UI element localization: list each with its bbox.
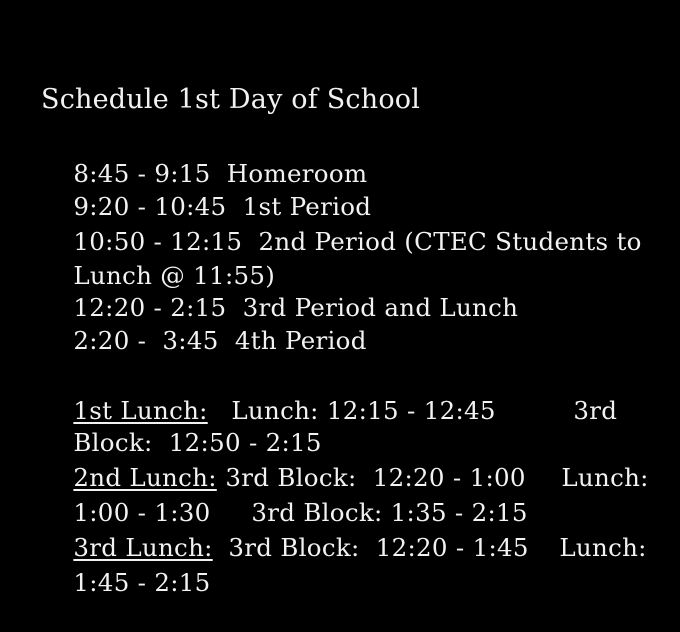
lunch-3-line-2 <box>41 533 211 632</box>
schedule-continuation: Lunch @ 11:55) <box>73 261 276 290</box>
lunch-1-tail-text: 3rd <box>573 396 618 425</box>
schedule-time: 10:50 - 12:15 <box>73 227 243 256</box>
schedule-label: 3rd Period and Lunch <box>242 293 519 322</box>
schedule-label: Homeroom <box>226 159 368 188</box>
lunch-3-time-text: 3rd Block: 12:20 - 1:45 <box>228 533 529 562</box>
schedule-label: 2nd Period (CTEC Students to <box>258 227 642 256</box>
schedule-label: 1st Period <box>242 192 372 221</box>
schedule-label: 4th Period <box>234 326 367 355</box>
lunch-1-block-text: Block: 12:50 - 2:15 <box>73 428 322 457</box>
lunch-3-block-text: 1:45 - 2:15 <box>73 568 211 597</box>
schedule-time: 8:45 - 9:15 <box>73 159 211 188</box>
lunch-3-tail-text: Lunch: <box>559 533 647 562</box>
lunch-heading: 3rd Lunch: <box>73 533 213 562</box>
lunch-2-tail-text: Lunch: <box>561 463 649 492</box>
lunch-2-lunch-time-text: 1:00 - 1:30 <box>73 498 211 527</box>
lunch-2-time-text: 3rd Block: 12:20 - 1:00 <box>225 463 526 492</box>
schedule-time: 9:20 - 10:45 <box>73 192 227 221</box>
lunch-1-time-text: Lunch: 12:15 - 12:45 <box>231 396 496 425</box>
schedule-time: 2:20 - 3:45 <box>73 326 219 355</box>
lunch-2-block-text: 3rd Block: 1:35 - 2:15 <box>251 498 528 527</box>
lunch-3-tail <box>527 498 647 597</box>
lunch-heading: 2nd Lunch: <box>73 463 217 492</box>
page-title: Schedule 1st Day of School <box>41 84 421 115</box>
lunch-heading: 1st Lunch: <box>73 396 208 425</box>
lunch-3-times <box>196 498 529 597</box>
schedule-time: 12:20 - 2:15 <box>73 293 227 322</box>
